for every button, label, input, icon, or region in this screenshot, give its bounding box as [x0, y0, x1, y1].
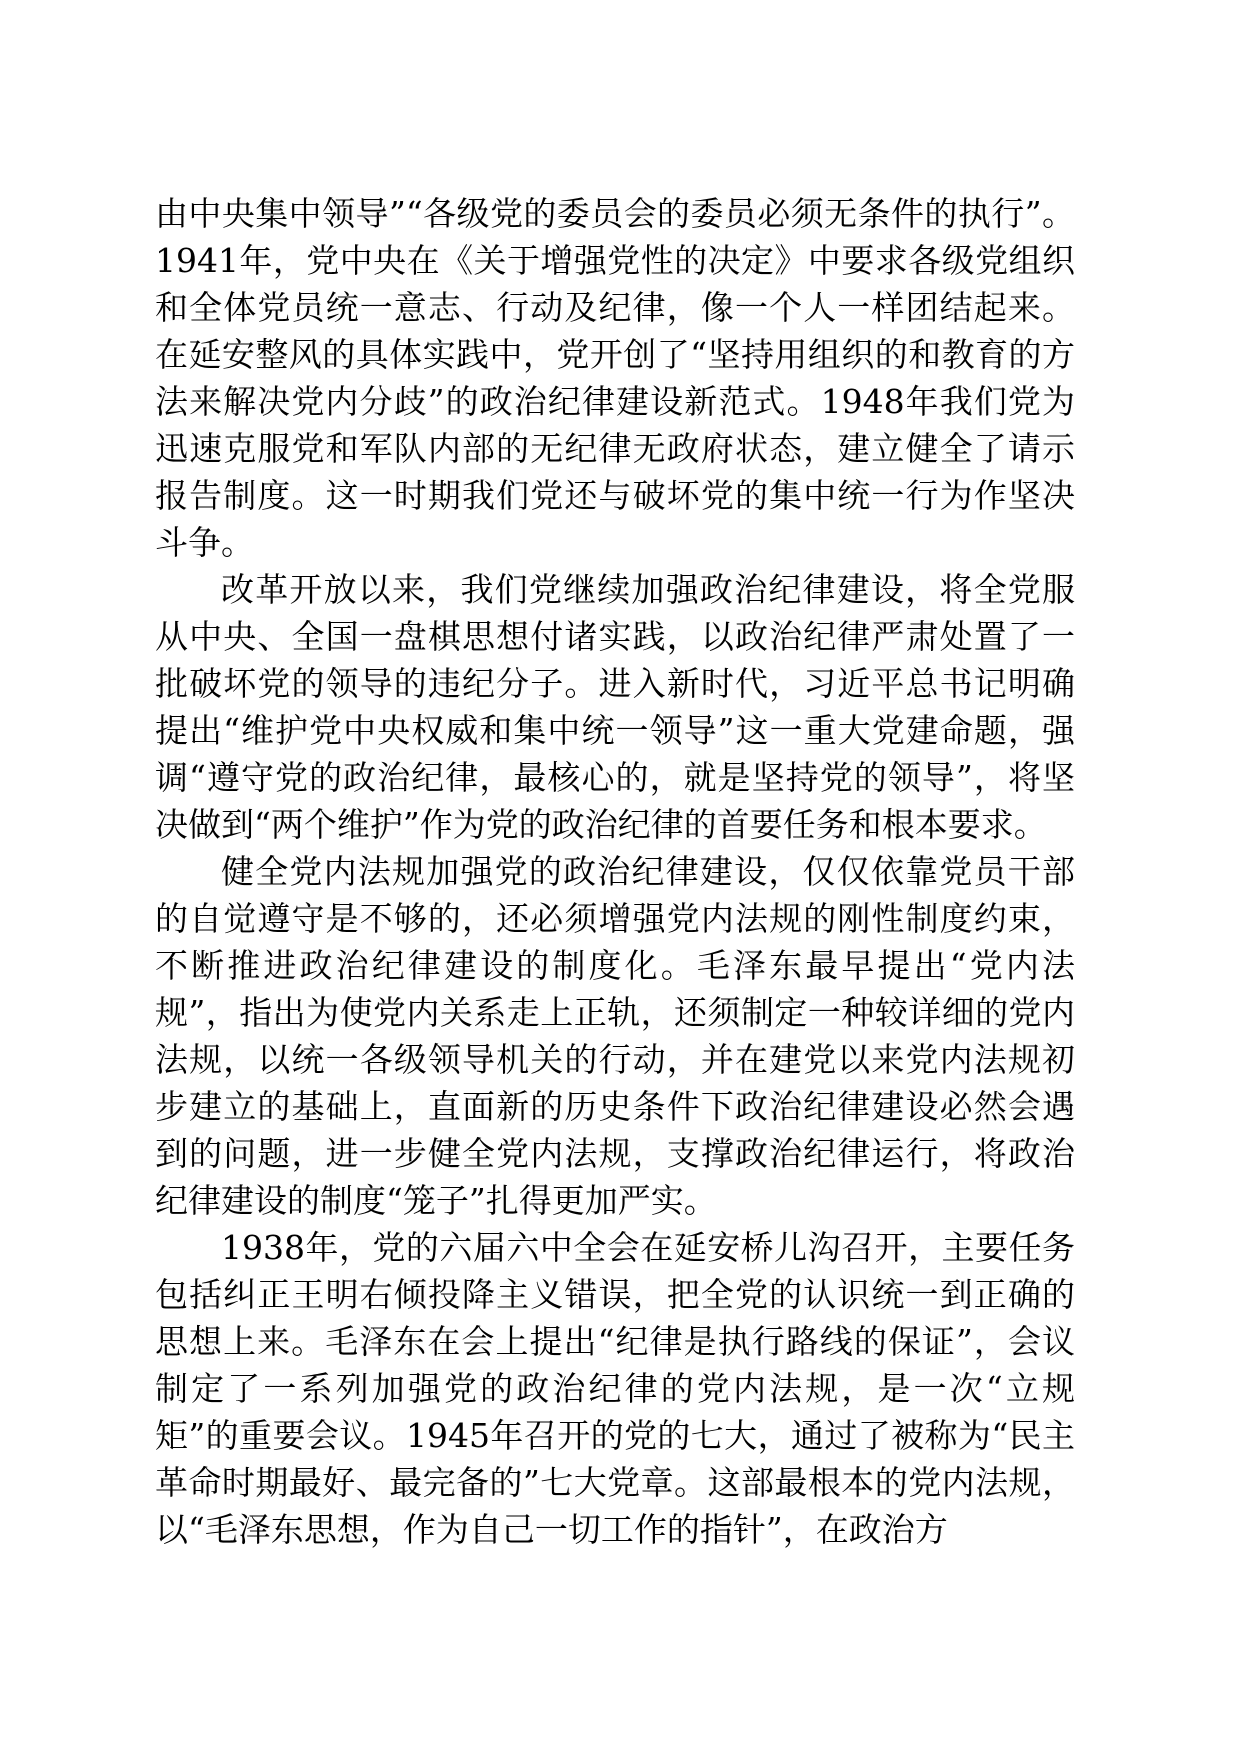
paragraph: 健全党内法规加强党的政治纪律建设，仅仅依靠党员干部的自觉遵守是不够的，还必须增强党内法规的刚性制度约束，不断推进政治纪律建设的制度化。毛泽东最早提出“党内法规”，指出为使党内关系走上正轨，还须制定一种较详细的党内法规，以统一各级领导机关的行动，并在建党以来党内法规初步建立的基础上，直面新的历史条件下政治纪律建设必然会遇到的问题，进一步健全党内法规，支撑政治纪律运行，将政治纪律建设的制度“笼子”扎得更加严实。	[155, 852, 1075, 1220]
paragraph: 改革开放以来，我们党继续加强政治纪律建设，将全党服从中央、全国一盘棋思想付诸实践，以政治纪律严肃处置了一批破坏党的领导的违纪分子。进入新时代，习近平总书记明确提出“维护党中央权威和集中统一领导”这一重大党建命题，强调“遵守党的政治纪律，最核心的，就是坚持党的领导”，将坚决做到“两个维护”作为党的政治纪律的首要任务和根本要求。	[155, 570, 1075, 844]
body-text	[155, 190, 1075, 1553]
paragraph: 由中央集中领导”“各级党的委员会的委员必须无条件的执行”。1941年，党中央在《关于增强党性的决定》中要求各级党组织和全体党员统一意志、行动及纪律，像一个人一样团结起来。在延安整风的具体实践中，党开创了“坚持用组织的和教育的方法来解决党内分歧”的政治纪律建设新范式。1948年我们党为迅速克服党和军队内部的无纪律无政府状态，建立健全了请示报告制度。这一时期我们党还与破坏党的集中统一行为作坚决斗争。	[155, 194, 1075, 562]
paragraph: 1938年，党的六届六中全会在延安桥儿沟召开，主要任务包括纠正王明右倾投降主义错误，把全党的认识统一到正确的思想上来。毛泽东在会上提出“纪律是执行路线的保证”，会议制定了一系列加强党的政治纪律的党内法规，是一次“立规矩”的重要会议。1945年召开的党的七大，通过了被称为“民主革命时期最好、最完备的”七大党章。这部最根本的党内法规，以“毛泽东思想，作为自己一切工作的指针”，在政治方	[155, 1228, 1075, 1549]
